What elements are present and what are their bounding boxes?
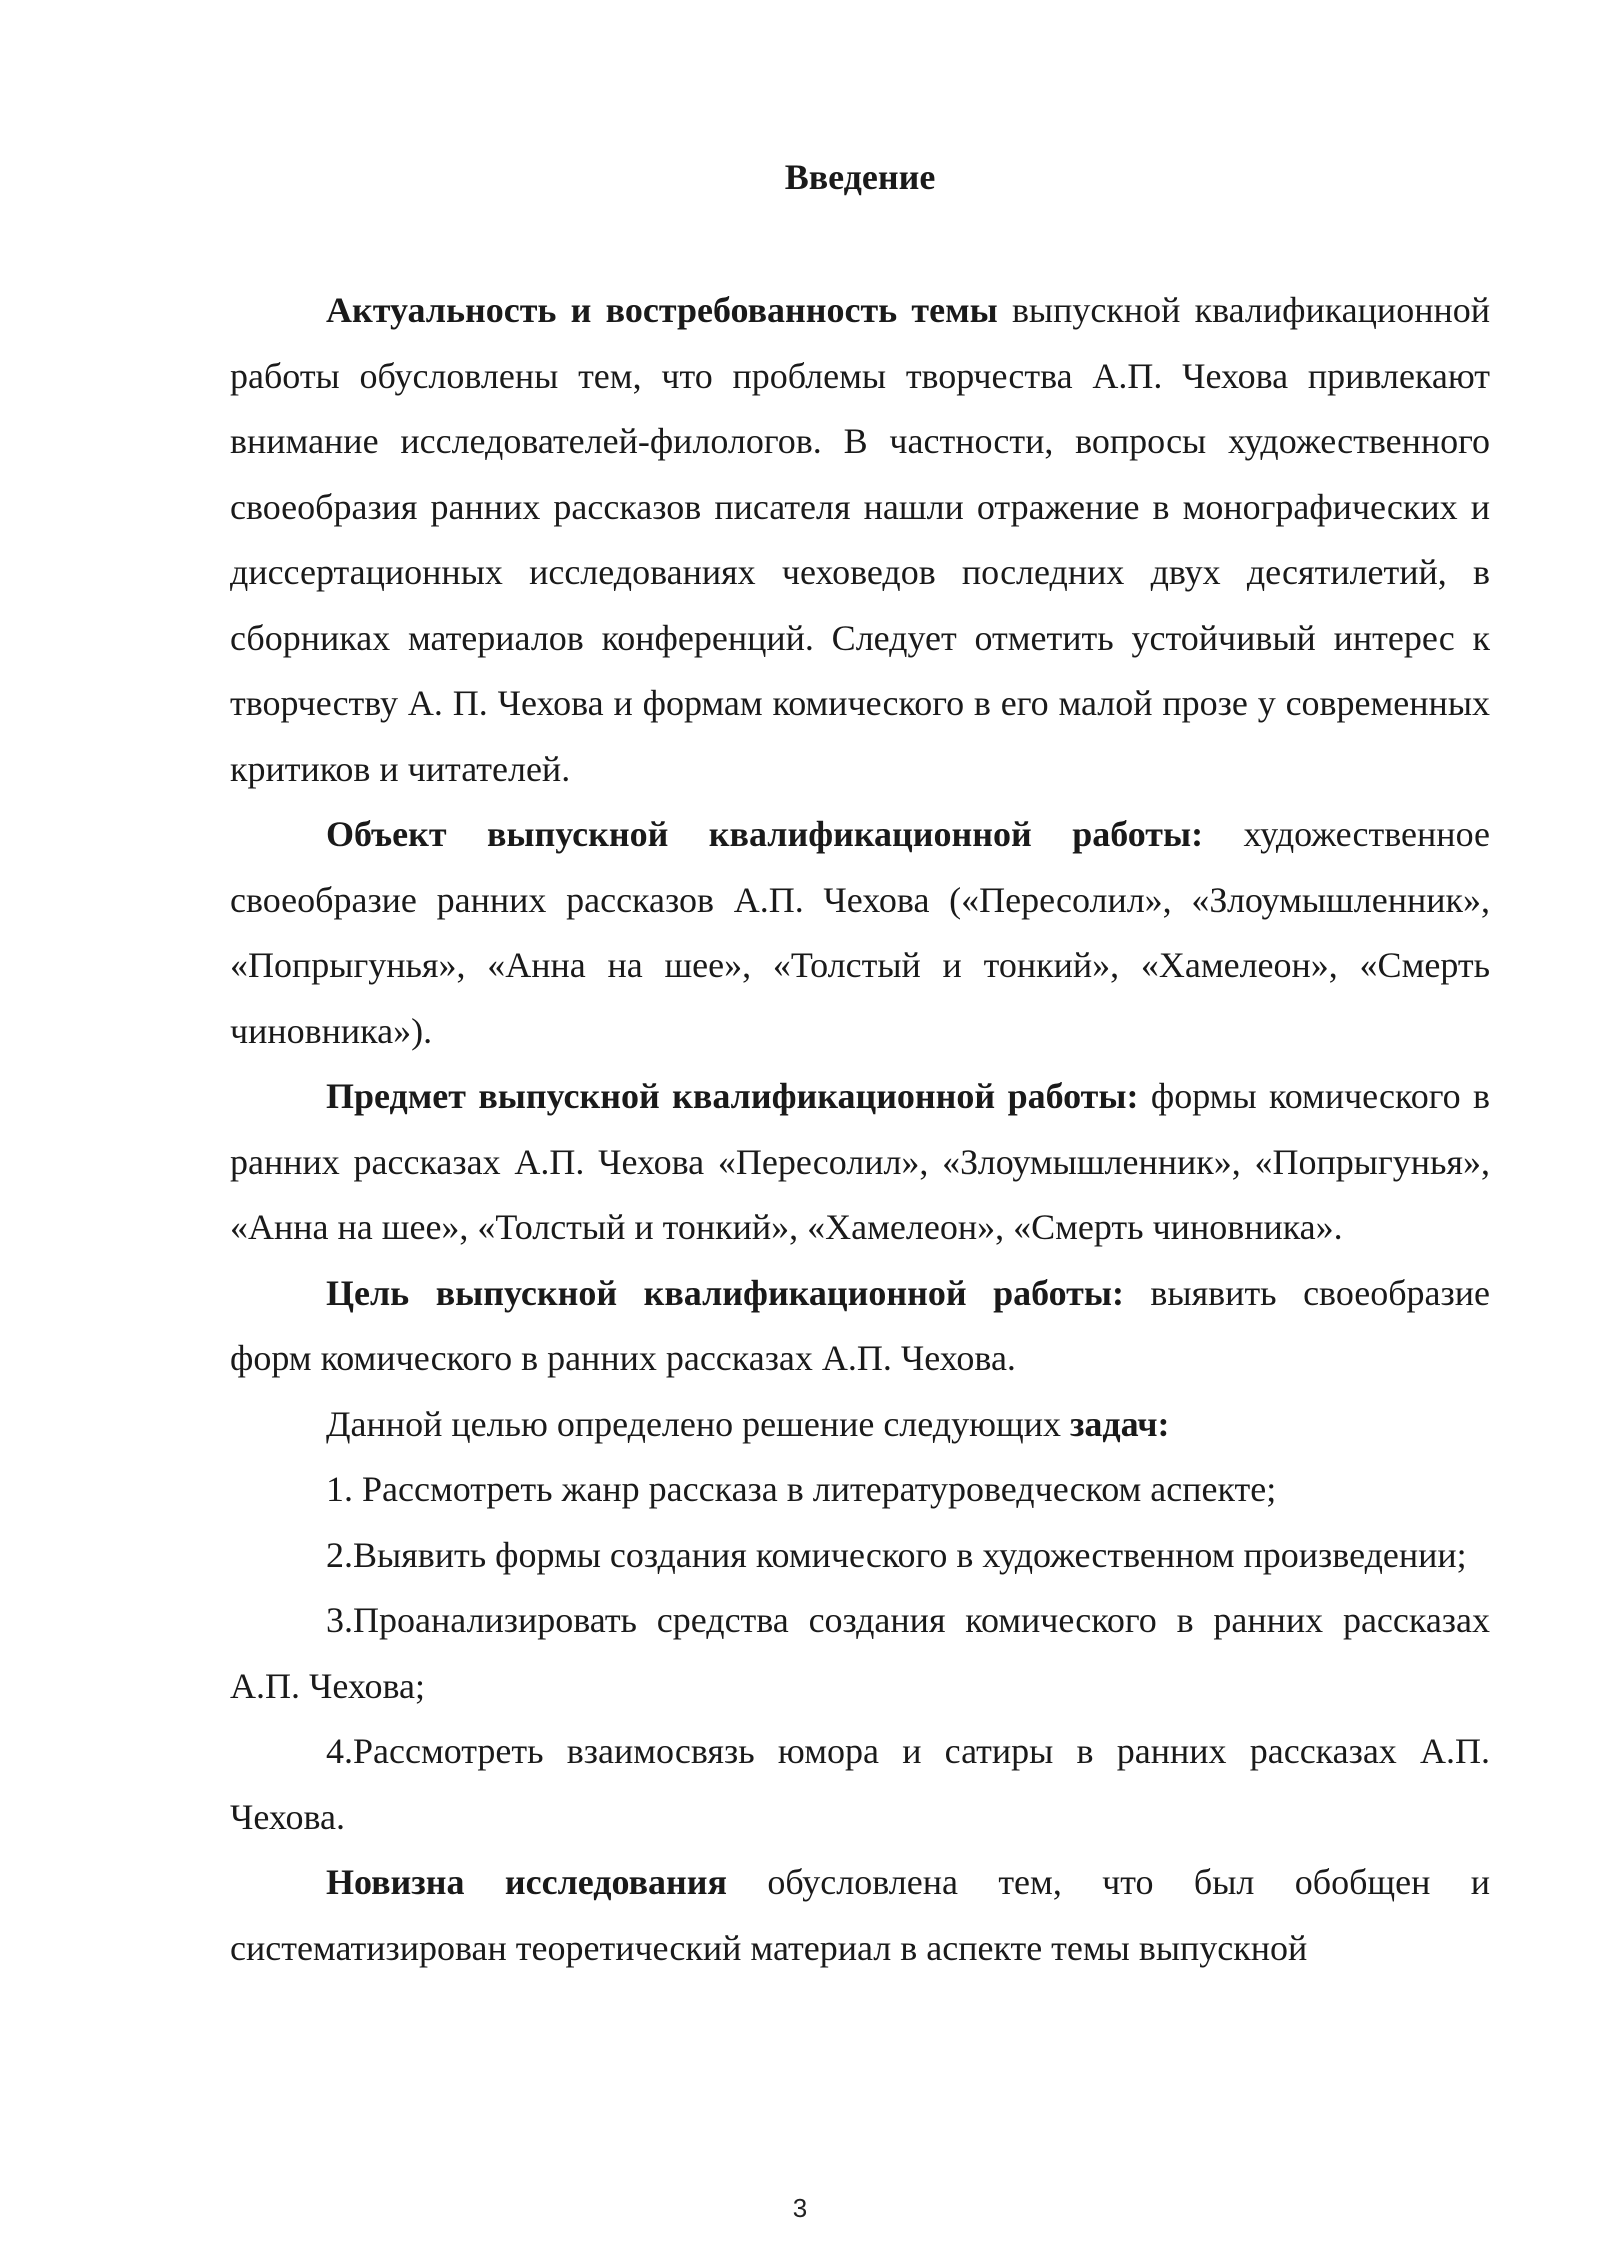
paragraph-object-heading: Объект выпускной квалификационной работы: [326,814,1204,854]
task-item-4: 4.Рассмотреть взаимосвязь юмора и сатиры в ранних рассказах А.П. Чехова. [230,1731,1490,1837]
paragraph-relevance-heading: Актуальность и востребованность темы [326,290,998,330]
paragraph-novelty-text: обусловлена тем, что был обобщен и систематизирован теоретический материал в аспекте темы выпускной [230,1862,1490,1968]
paragraph-subject-heading: Предмет выпускной квалификационной работы: [326,1076,1139,1116]
paragraph-tasks-intro [230,1392,1490,1458]
page-number: 3 [792,2193,808,2223]
paragraph-subject [230,1064,1490,1261]
task-item-1: 1. Рассмотреть жанр рассказа в литературоведческом аспекте; [326,1469,1277,1509]
paragraph-goal [230,1261,1490,1392]
task-item-2: 2.Выявить формы создания комического в художественном произведении; [326,1534,1467,1575]
section-title: Введение [784,157,936,197]
paragraph-subject-text: формы комического в ранних рассказах А.П. Чехова «Пересолил», «Злоумышленник», «Попрыгунья», «Анна на шее», «Толстый и тонкий», «Хамелеон», «Смерть чиновника». [230,1076,1490,1247]
document-body [230,278,1490,1981]
paragraph-novelty [230,1850,1490,1981]
paragraph-tasks-intro-heading: задач: [1069,1403,1170,1444]
task-item-3: 3.Проанализировать средства создания комического в ранних рассказах А.П. Чехова; [230,1600,1490,1706]
paragraph-tasks-intro-text: Данной целью определено решение следующих [326,1403,1070,1444]
paragraph-object-text: художественное своеобразие ранних рассказов А.П. Чехова («Пересолил», «Злоумышленник», «Попрыгунья», «Анна на шее», «Толстый и тонкий», «Хамелеон», «Смерть чиновника»). [230,814,1490,1051]
paragraph-goal-heading: Цель выпускной квалификационной работы: [326,1272,1124,1313]
paragraph-novelty-heading: Новизна исследования [326,1862,727,1902]
paragraph-relevance-text: выпускной квалификационной работы обусловлены тем, что проблемы творчества А.П. Чехова привлекают внимание исследователей-филологов. В частности, вопросы художественного своеобразия ранних рассказов писателя нашли отражение в монографических и диссертационных исследованиях чеховедов последних двух десятилетий, в сборниках материалов конференций. Следует отметить устойчивый интерес к творчеству А. П. Чехова и формам комического в его малой прозе у современных критиков и читателей. [230,290,1490,789]
paragraph-relevance [230,278,1490,802]
paragraph-goal-text: выявить своеобразие форм комического в ранних рассказах А.П. Чехова. [230,1272,1490,1378]
paragraph-object [230,802,1490,1064]
